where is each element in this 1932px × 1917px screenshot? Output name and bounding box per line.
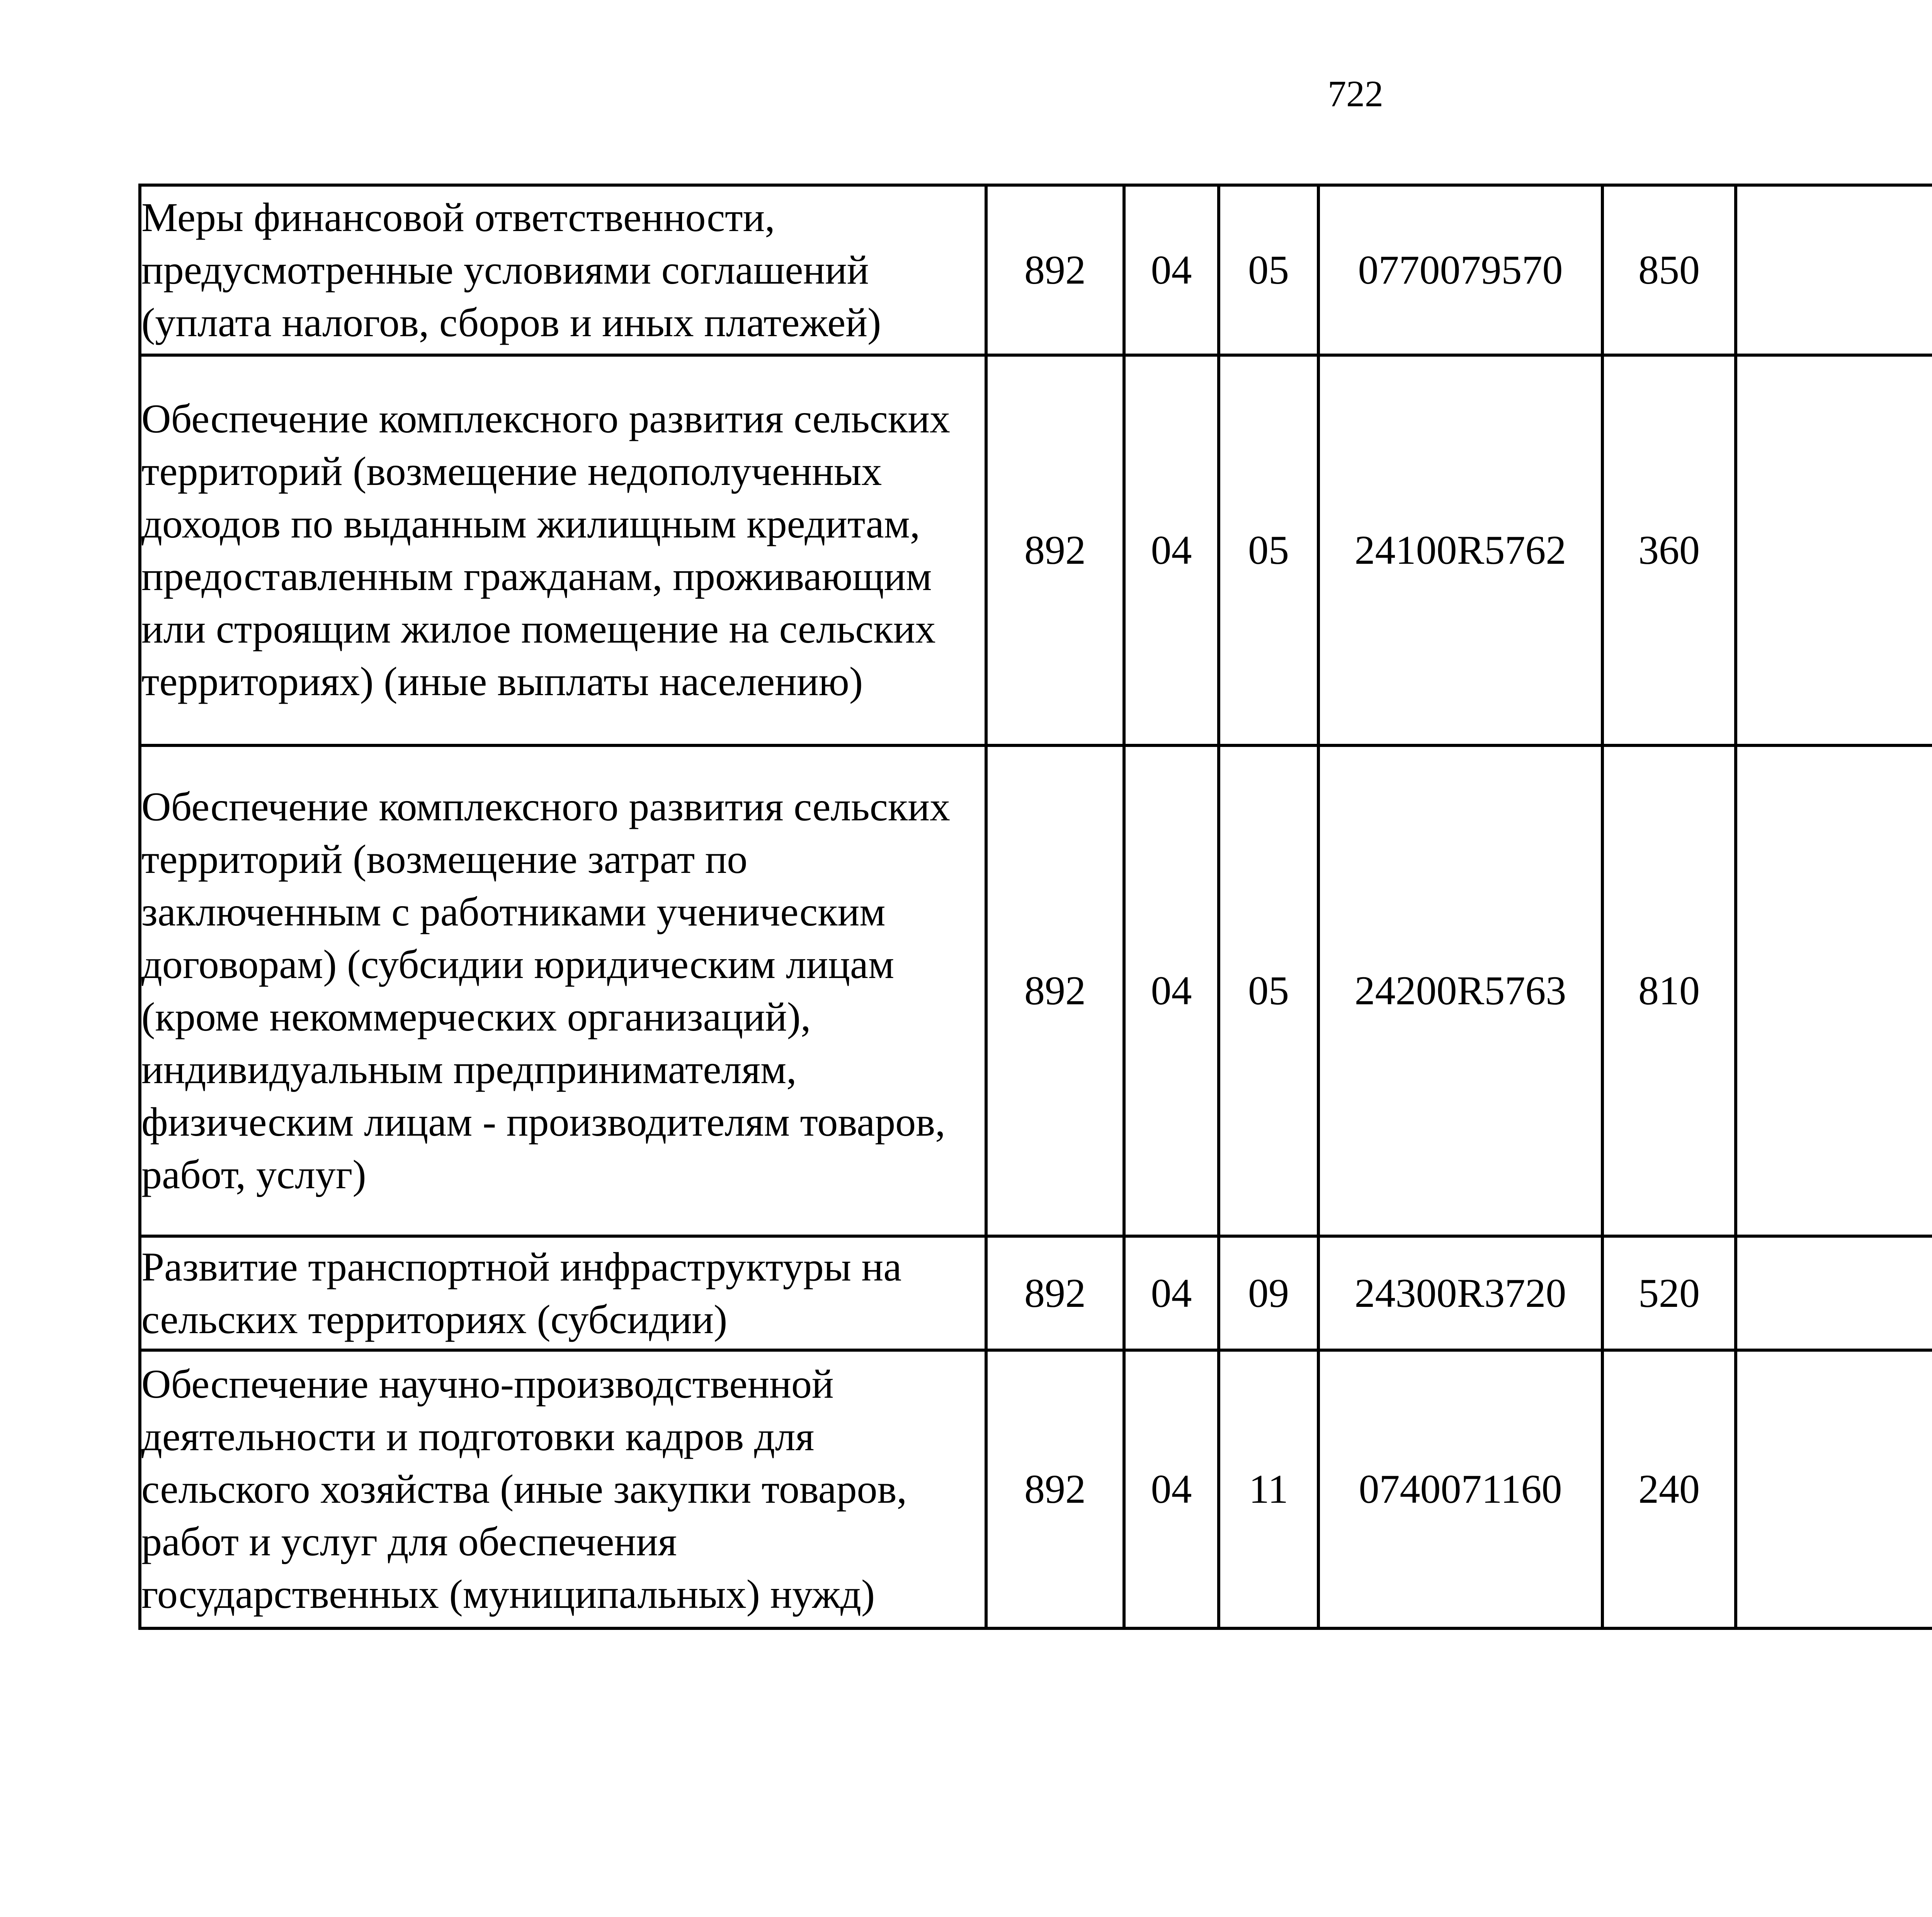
amount-1: [1736, 355, 1932, 745]
grbs-code: 892: [986, 1236, 1124, 1350]
target-article-code: 24200R5763: [1318, 745, 1602, 1236]
row-name: Меры финансовой ответственности, предусмотренные условиями соглашений (уплата налогов, сборов и иных платежей): [140, 185, 986, 355]
table-row: [140, 1236, 1932, 1350]
expense-type-code: 810: [1602, 745, 1736, 1236]
amount-1: [1736, 745, 1932, 1236]
budget-table: [138, 184, 1932, 1630]
table-row: [140, 1350, 1932, 1628]
table-row: [140, 355, 1932, 745]
subsection-code: 05: [1219, 185, 1318, 355]
grbs-code: 892: [986, 745, 1124, 1236]
section-code: 04: [1124, 185, 1219, 355]
table-row: [140, 185, 1932, 355]
grbs-code: 892: [986, 355, 1124, 745]
page-number: 722: [1328, 73, 1383, 114]
section-code: 04: [1124, 1350, 1219, 1628]
expense-type-code: 520: [1602, 1236, 1736, 1350]
target-article-code: 24300R3720: [1318, 1236, 1602, 1350]
target-article-code: 0770079570: [1318, 185, 1602, 355]
subsection-code: 05: [1219, 745, 1318, 1236]
target-article-code: 24100R5762: [1318, 355, 1602, 745]
expense-type-code: 850: [1602, 185, 1736, 355]
amount-1: [1736, 185, 1932, 355]
table-row: [140, 745, 1932, 1236]
grbs-code: 892: [986, 1350, 1124, 1628]
target-article-code: 0740071160: [1318, 1350, 1602, 1628]
subsection-code: 11: [1219, 1350, 1318, 1628]
section-code: 04: [1124, 745, 1219, 1236]
row-name: Обеспечение комплексного развития сельских территорий (возмещение затрат по заключенным с работниками ученическим договорам) (субсидии юридическим лицам (кроме некоммерческих организаций), индивидуальным предпринимателям, физическим лицам - производителям товаров, работ, услуг): [140, 745, 986, 1236]
expense-type-code: 240: [1602, 1350, 1736, 1628]
row-name: Развитие транспортной инфраструктуры на сельских территориях (субсидии): [140, 1236, 986, 1350]
section-code: 04: [1124, 1236, 1219, 1350]
row-name: Обеспечение научно-производственной деятельности и подготовки кадров для сельского хозяйства (иные закупки товаров, работ и услуг для обеспечения государственных (муниципальных) нужд): [140, 1350, 986, 1628]
expense-type-code: 360: [1602, 355, 1736, 745]
row-name: Обеспечение комплексного развития сельских территорий (возмещение недополученных доходов по выданным жилищным кредитам, предоставленным гражданам, проживающим или строящим жилое помещение на сельских территориях) (иные выплаты населению): [140, 355, 986, 745]
grbs-code: 892: [986, 185, 1124, 355]
amount-1: [1736, 1350, 1932, 1628]
amount-1: [1736, 1236, 1932, 1350]
subsection-code: 09: [1219, 1236, 1318, 1350]
subsection-code: 05: [1219, 355, 1318, 745]
section-code: 04: [1124, 355, 1219, 745]
